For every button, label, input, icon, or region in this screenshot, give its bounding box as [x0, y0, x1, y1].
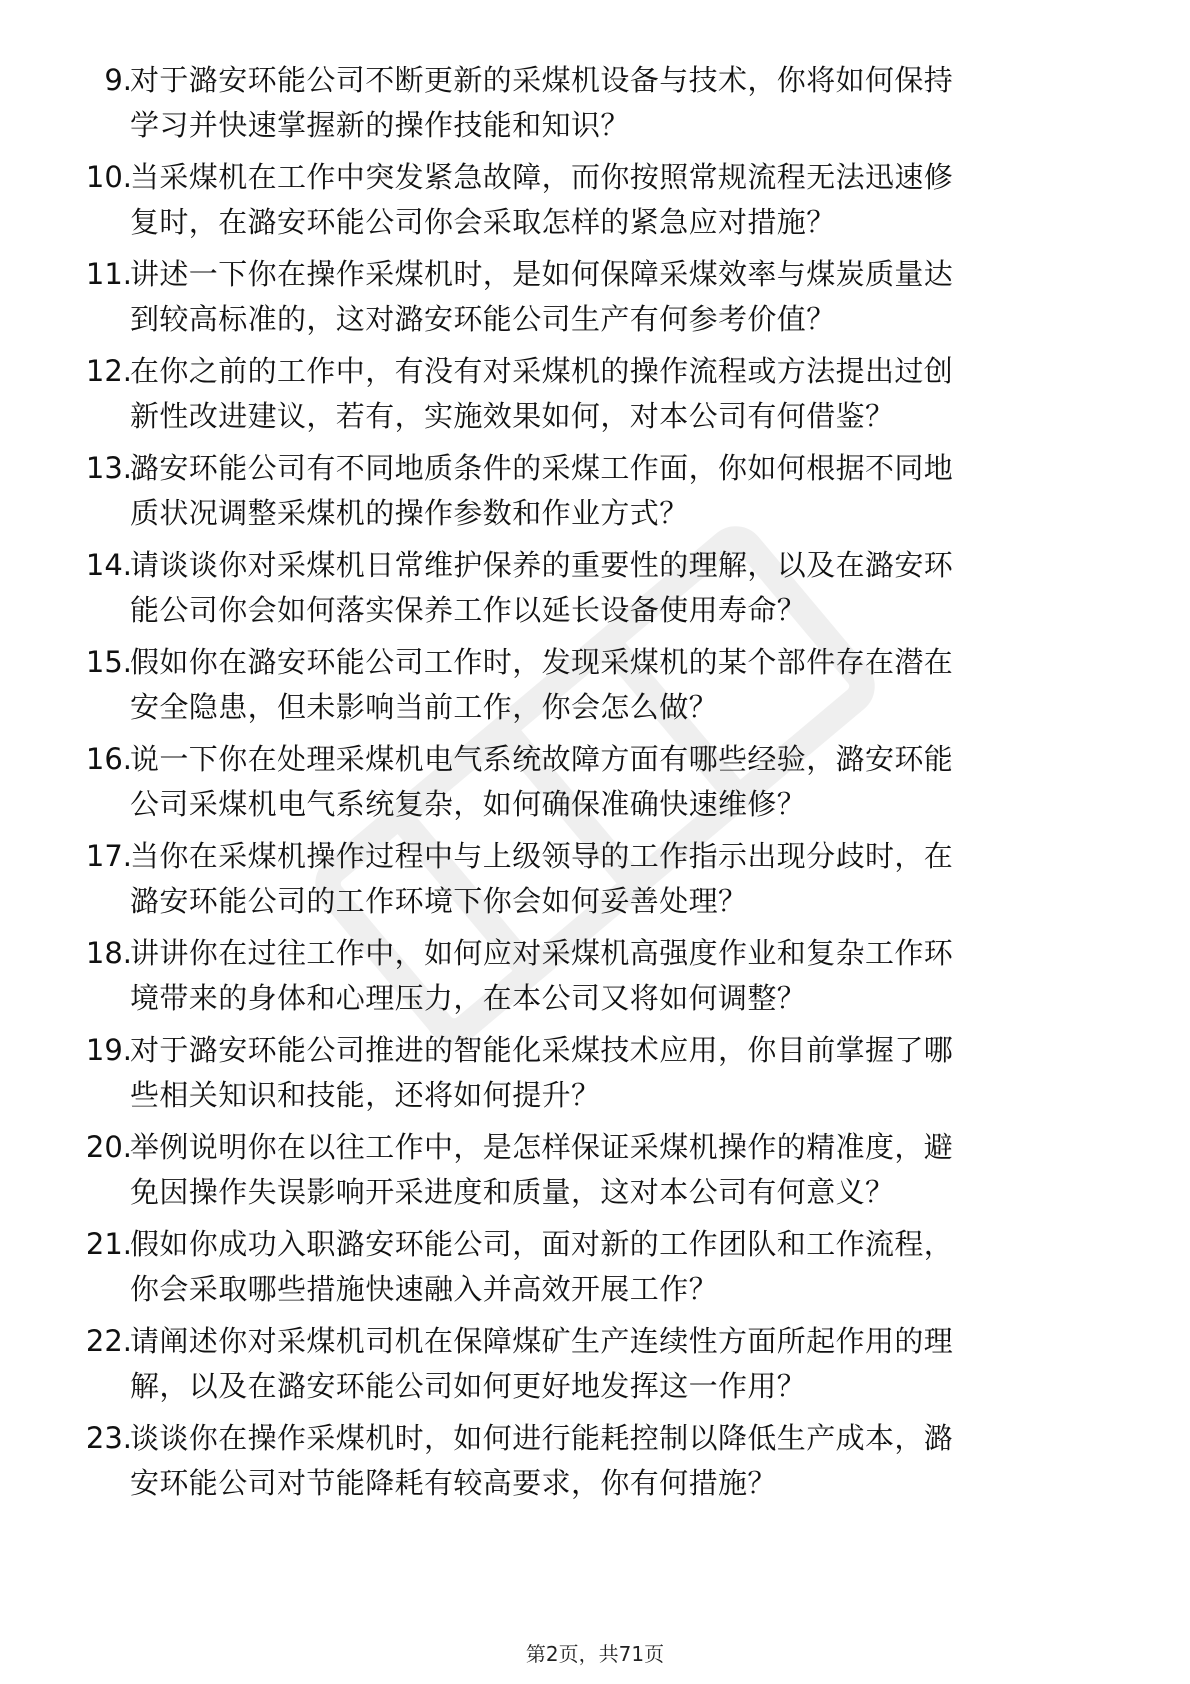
question-text-line: 免因操作失误影响开采进度和质量，这对本公司有何意义？ — [130, 1175, 895, 1209]
question-item — [0, 1125, 1190, 1222]
question-text-line: 当采煤机在工作中突发紧急故障，而你按照常规流程无法迅速修 — [130, 160, 954, 194]
question-item — [0, 1319, 1190, 1416]
question-text — [130, 1028, 1130, 1118]
question-item — [0, 58, 1190, 155]
question-number: 23. — [85, 1421, 132, 1455]
question-item — [0, 446, 1190, 543]
question-text — [130, 155, 1130, 245]
question-item — [0, 155, 1190, 252]
question-list — [0, 58, 1190, 1513]
question-text-line: 公司采煤机电气系统复杂，如何确保准确快速维修？ — [130, 787, 807, 821]
page-number-label: 第2页，共71页 — [525, 1642, 665, 1666]
question-text — [130, 737, 1130, 827]
question-text-line: 讲讲你在过往工作中，如何应对采煤机高强度作业和复杂工作环 — [130, 936, 954, 970]
question-item — [0, 931, 1190, 1028]
question-text-line: 安全隐患，但未影响当前工作，你会怎么做？ — [130, 690, 719, 724]
question-number: 12. — [85, 354, 132, 388]
question-text-line: 新性改进建议，若有，实施效果如何，对本公司有何借鉴？ — [130, 399, 895, 433]
question-text — [130, 834, 1130, 924]
question-number: 17. — [85, 839, 132, 873]
question-number: 14. — [85, 548, 132, 582]
question-item — [0, 737, 1190, 834]
question-item — [0, 1222, 1190, 1319]
question-text — [130, 349, 1130, 439]
question-text-line: 讲述一下你在操作采煤机时，是如何保障采煤效率与煤炭质量达 — [130, 257, 954, 291]
question-item — [0, 640, 1190, 737]
question-text — [130, 446, 1130, 536]
question-item — [0, 834, 1190, 931]
question-text-line: 学习并快速掌握新的操作技能和知识？ — [130, 108, 630, 142]
question-number: 19. — [85, 1033, 132, 1067]
question-text-line: 潞安环能公司有不同地质条件的采煤工作面，你如何根据不同地 — [130, 451, 954, 485]
question-text-line: 复时，在潞安环能公司你会采取怎样的紧急应对措施？ — [130, 205, 836, 239]
question-number: 11. — [85, 257, 132, 291]
question-item — [0, 1416, 1190, 1513]
question-text-line: 质状况调整采煤机的操作参数和作业方式？ — [130, 496, 689, 530]
question-text-line: 安环能公司对节能降耗有较高要求，你有何措施？ — [130, 1466, 777, 1500]
question-text-line: 对于潞安环能公司推进的智能化采煤技术应用，你目前掌握了哪 — [130, 1033, 954, 1067]
question-text-line: 请谈谈你对采煤机日常维护保养的重要性的理解，以及在潞安环 — [130, 548, 954, 582]
question-number: 21. — [85, 1227, 132, 1261]
question-text-line: 谈谈你在操作采煤机时，如何进行能耗控制以降低生产成本，潞 — [130, 1421, 954, 1455]
question-text — [130, 1222, 1130, 1312]
question-text — [130, 58, 1130, 148]
question-text — [130, 1319, 1130, 1409]
question-item — [0, 1028, 1190, 1125]
question-item — [0, 543, 1190, 640]
question-number: 15. — [85, 645, 132, 679]
question-number: 18. — [85, 936, 132, 970]
question-text-line: 假如你成功入职潞安环能公司，面对新的工作团队和工作流程， — [130, 1227, 954, 1261]
page-footer — [0, 1640, 1190, 1668]
question-text-line: 对于潞安环能公司不断更新的采煤机设备与技术，你将如何保持 — [130, 63, 954, 97]
question-text-line: 到较高标准的，这对潞安环能公司生产有何参考价值？ — [130, 302, 836, 336]
question-text-line: 举例说明你在以往工作中，是怎样保证采煤机操作的精准度，避 — [130, 1130, 954, 1164]
question-text — [130, 931, 1130, 1021]
question-text — [130, 1125, 1130, 1215]
question-text — [130, 640, 1130, 730]
question-text — [130, 1416, 1130, 1506]
question-text — [130, 543, 1130, 633]
question-item — [0, 252, 1190, 349]
question-number: 16. — [85, 742, 132, 776]
question-text-line: 境带来的身体和心理压力，在本公司又将如何调整？ — [130, 981, 807, 1015]
question-text-line: 假如你在潞安环能公司工作时，发现采煤机的某个部件存在潜在 — [130, 645, 954, 679]
question-text-line: 请阐述你对采煤机司机在保障煤矿生产连续性方面所起作用的理 — [130, 1324, 954, 1358]
question-text — [130, 252, 1130, 342]
question-number: 9. — [104, 63, 132, 97]
question-text-line: 你会采取哪些措施快速融入并高效开展工作？ — [130, 1272, 719, 1306]
question-text-line: 当你在采煤机操作过程中与上级领导的工作指示出现分歧时，在 — [130, 839, 954, 873]
question-text-line: 在你之前的工作中，有没有对采煤机的操作流程或方法提出过创 — [130, 354, 954, 388]
question-text-line: 些相关知识和技能，还将如何提升？ — [130, 1078, 601, 1112]
question-text-line: 说一下你在处理采煤机电气系统故障方面有哪些经验，潞安环能 — [130, 742, 954, 776]
question-number: 10. — [85, 160, 132, 194]
question-number: 20. — [85, 1130, 132, 1164]
question-item — [0, 349, 1190, 446]
question-text-line: 能公司你会如何落实保养工作以延长设备使用寿命？ — [130, 593, 807, 627]
question-number: 22. — [85, 1324, 132, 1358]
question-text-line: 解，以及在潞安环能公司如何更好地发挥这一作用？ — [130, 1369, 807, 1403]
question-text-line: 潞安环能公司的工作环境下你会如何妥善处理？ — [130, 884, 748, 918]
question-number: 13. — [85, 451, 132, 485]
